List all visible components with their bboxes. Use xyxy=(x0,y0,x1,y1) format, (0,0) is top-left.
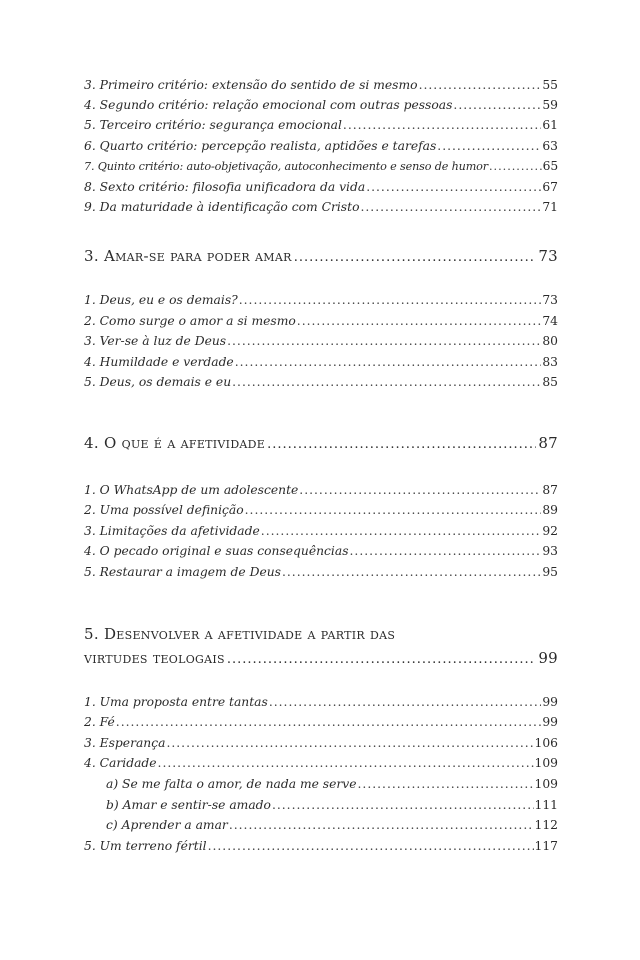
toc-entry-label: a) Se me falta o amor, de nada me serve xyxy=(106,777,357,791)
leader-dots xyxy=(261,522,542,540)
toc-entry[interactable] xyxy=(84,157,558,176)
toc-entry-page: 106 xyxy=(534,736,558,750)
leader-dots xyxy=(297,312,542,330)
toc-entry-label: 5. Terceiro critério: segurança emocional xyxy=(84,118,342,132)
toc-entry-label: 6. Quarto critério: percepção realista, aptidões e tarefas xyxy=(84,139,437,153)
toc-entry-page: 65 xyxy=(542,159,558,173)
toc-entry-page: 117 xyxy=(534,839,558,853)
toc-entry-page: 95 xyxy=(542,565,558,579)
chapter-page: 99 xyxy=(538,649,558,667)
toc-entry-page: 83 xyxy=(542,355,558,369)
toc-entry-page: 55 xyxy=(542,78,558,92)
toc-entry-label: 8. Sexto critério: filosofia unificadora da vida xyxy=(84,180,366,194)
leader-dots xyxy=(272,796,534,814)
toc-entry-page: 99 xyxy=(542,695,558,709)
toc-entry-label: 5. Um terreno fértil xyxy=(84,839,207,853)
leader-dots xyxy=(166,734,533,752)
toc-entry-page: 109 xyxy=(534,777,558,791)
toc-entry-page: 89 xyxy=(542,503,558,517)
leader-dots xyxy=(245,501,542,519)
leader-dots xyxy=(453,96,541,114)
toc-entry-label: 4. Humildade e verdade xyxy=(84,355,234,369)
toc-entry-page: 80 xyxy=(542,334,558,348)
toc-entry-label: 3. Limitações da afetividade xyxy=(84,524,260,538)
toc-entry-page: 63 xyxy=(542,139,558,153)
leader-dots xyxy=(229,816,534,834)
leader-dots xyxy=(208,837,534,855)
leader-dots xyxy=(227,650,536,670)
chapter-page: 87 xyxy=(538,434,558,452)
chapter-title: virtudes teologais xyxy=(84,649,225,667)
toc-subentry[interactable] xyxy=(106,775,558,793)
toc-entry-label: 3. Esperança xyxy=(84,736,166,750)
toc-entry-page: 109 xyxy=(534,756,558,770)
leader-dots xyxy=(299,481,541,499)
toc-entry[interactable] xyxy=(84,76,558,94)
toc-entry-label: 5. Deus, os demais e eu xyxy=(84,375,232,389)
toc-entry-label: b) Amar e sentir-se amado xyxy=(106,798,271,812)
toc-entry-label: 1. Uma proposta entre tantas xyxy=(84,695,268,709)
toc-entry[interactable] xyxy=(84,501,558,519)
toc-entry[interactable] xyxy=(84,312,558,330)
toc-entry-label: 9. Da maturidade à identificação com Cristo xyxy=(84,200,360,214)
toc-entry-label: 2. Como surge o amor a si mesmo xyxy=(84,314,296,328)
leader-dots xyxy=(116,713,542,731)
leader-dots xyxy=(232,373,541,391)
toc-entry[interactable] xyxy=(84,734,558,752)
toc-entry[interactable] xyxy=(84,563,558,581)
toc-entry-label: 4. Segundo critério: relação emocional com outras pessoas xyxy=(84,98,453,112)
toc-entry[interactable] xyxy=(84,332,558,350)
toc-entry-page: 73 xyxy=(542,293,558,307)
toc-entry[interactable] xyxy=(84,291,558,309)
toc-entry[interactable] xyxy=(84,353,558,371)
toc-entry-page: 93 xyxy=(542,544,558,558)
toc-entry-label: 4. O pecado original e suas consequências xyxy=(84,544,349,558)
toc-entry-label: 3. Primeiro critério: extensão do sentido de si mesmo xyxy=(84,78,418,92)
toc-entry-page: 71 xyxy=(542,200,558,214)
toc-entry-page: 87 xyxy=(542,483,558,497)
toc-entry-page: 74 xyxy=(542,314,558,328)
toc-entry-page: 92 xyxy=(542,524,558,538)
toc-entry[interactable] xyxy=(84,693,558,711)
leader-dots xyxy=(437,137,541,155)
leader-dots xyxy=(360,198,541,216)
toc-entry[interactable] xyxy=(84,373,558,391)
toc-entry[interactable] xyxy=(84,542,558,560)
toc-entry[interactable] xyxy=(84,754,558,772)
toc-entry-label: 1. Deus, eu e os demais? xyxy=(84,293,238,307)
chapter-page: 73 xyxy=(538,247,558,265)
toc-entry[interactable] xyxy=(84,522,558,540)
chapter-heading-line1[interactable]: 5. Desenvolver a afetividade a partir das xyxy=(84,625,396,643)
toc-entry-page: 61 xyxy=(542,118,558,132)
leader-dots xyxy=(350,542,542,560)
leader-dots xyxy=(158,754,534,772)
toc-entry-label: 5. Restaurar a imagem de Deus xyxy=(84,565,281,579)
toc-entry-page: 59 xyxy=(542,98,558,112)
toc-entry[interactable] xyxy=(84,481,558,499)
toc-entry-label: 2. Uma possível definição xyxy=(84,503,244,517)
leader-dots xyxy=(282,563,541,581)
toc-entry-label: 1. O WhatsApp de um adolescente xyxy=(84,483,299,497)
toc-entry[interactable] xyxy=(84,137,558,155)
toc-entry-label: 2. Fé xyxy=(84,715,115,729)
chapter-title: 4. O que é a afetividade xyxy=(84,434,266,452)
leader-dots xyxy=(235,353,542,371)
toc-entry-page: 67 xyxy=(542,180,558,194)
chapter-heading[interactable] xyxy=(84,648,558,670)
chapter-title: 3. Amar-se para poder amar xyxy=(84,247,292,265)
chapter-heading[interactable] xyxy=(84,246,558,268)
toc-entry-page: 99 xyxy=(542,715,558,729)
toc-entry[interactable] xyxy=(84,96,558,114)
leader-dots xyxy=(366,178,541,196)
leader-dots xyxy=(269,693,542,711)
leader-dots xyxy=(239,291,542,309)
toc-entry-label: 3. Ver-se à luz de Deus xyxy=(84,334,227,348)
leader-dots xyxy=(489,158,542,176)
toc-entry[interactable] xyxy=(84,837,558,855)
toc-entry-label: c) Aprender a amar xyxy=(106,818,228,832)
leader-dots xyxy=(227,332,541,350)
leader-dots xyxy=(294,248,537,268)
leader-dots xyxy=(419,76,542,94)
toc-entry[interactable] xyxy=(84,178,558,196)
toc-entry[interactable] xyxy=(84,116,558,134)
leader-dots xyxy=(267,435,536,455)
toc-entry-page: 85 xyxy=(542,375,558,389)
toc-subentry[interactable] xyxy=(106,796,558,814)
leader-dots xyxy=(358,775,534,793)
toc-entry-label: 7. Quinto critério: auto-objetivação, autoconhecimento e senso de humor xyxy=(84,160,488,173)
chapter-heading[interactable] xyxy=(84,433,558,455)
toc-entry[interactable] xyxy=(84,198,558,216)
toc-entry[interactable] xyxy=(84,713,558,731)
leader-dots xyxy=(343,116,541,134)
toc-entry-page: 111 xyxy=(534,798,558,812)
toc-entry-label: 4. Caridade xyxy=(84,756,157,770)
toc-subentry[interactable] xyxy=(106,816,558,834)
toc-entry-page: 112 xyxy=(534,818,558,832)
